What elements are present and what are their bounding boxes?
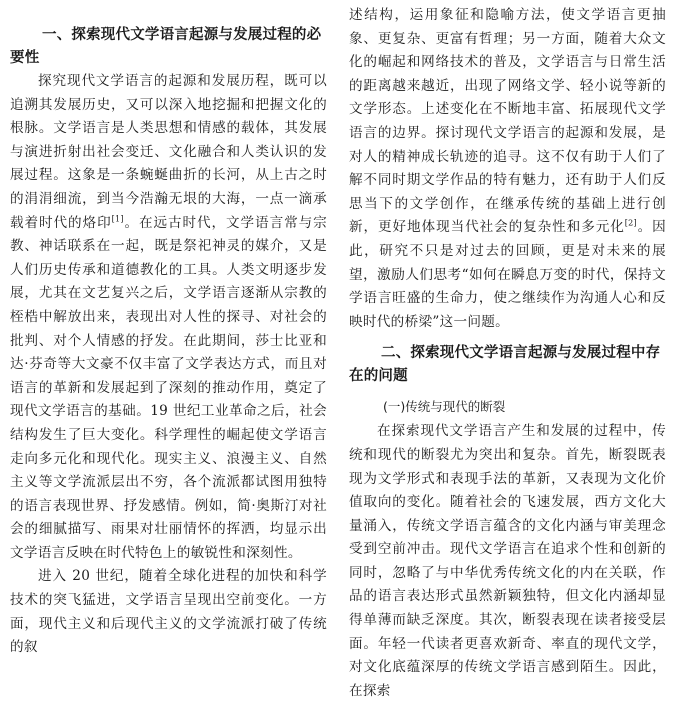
citation-ref[interactable]: [2] xyxy=(624,218,637,228)
citation-ref[interactable]: [1] xyxy=(111,214,124,224)
subsection-heading: (一)传统与现代的断裂 xyxy=(383,399,506,415)
paragraph-text: 。在远古时代，文学语言常与宗教、神话联系在一起，既是祭祀神灵的媒介，又是人们历史传承和道德教化的工具。人类文明逐步发展，尤其在文艺复兴之后，文学语言逐渐从宗教的桎梏中解放出来，表现出对人性的探寻、对社会的批判、对个人情感的抒发。在此期间，莎士比亚和达·芬奇等大文豪不仅丰富了文学表达方式，而且对语言的革新和发展起到了深刻的推动作用，奠定了现代文学语言的基础。19 世纪工业革命之后，社会结构发生了巨大变化。科学理性的崛起使文学语言走向多元化和现代化。现实主义、浪漫主义、自然主义等文学流派层出不穷，各个流派都试图用独特的语言表现世界、抒发感情。例如，简·奥斯汀对社会的细腻描写、雨果对壮丽情怀的挥洒，均显示出文学语言反映在时代特色上的敏锐性和深刻性。 xyxy=(10,214,327,561)
left-column xyxy=(10,4,327,660)
right-column xyxy=(349,4,666,703)
body-paragraph xyxy=(349,4,666,334)
paragraph-text: 。因此，研究不只是对过去的回顾，更是对未来的展望，激励人们思考“如何在瞬息万变的时代，保持文学语言旺盛的生命力，使之继续作为沟通人心和反映时代的桥梁”这一问题。 xyxy=(349,219,666,330)
section-heading-1: 一、探索现代文学语言起源与发展过程的必要性 xyxy=(10,27,322,66)
body-paragraph xyxy=(10,70,327,565)
section-heading-2: 二、探索现代文学语言起源与发展过程中存在的问题 xyxy=(349,345,661,385)
body-paragraph: 在探索现代文学语言产生和发展的过程中，传统和现代的断裂尤为突出和复杂。首先，断裂既表现为文学形式和表现手法的革新，又表现为文化价值取向的变化。随着社会的飞速发展，西方文化大量涌入，传统文学语言蕴含的文化内涵与审美理念受到空前冲击。现代文学语言在追求个性和创新的同时，忽略了与中华优秀传统文化的内在关联，作品的语言表达形式虽然新颖独特，但文化内涵却显得单薄而缺乏深度。其次，断裂表现在读者接受层面。年轻一代读者更喜欢新奇、率直的现代文学，对文化底蕴深厚的传统文学语言感到陌生。因此，在探索 xyxy=(349,423,666,699)
body-paragraph: 进入 20 世纪，随着全球化进程的加快和科学技术的突飞猛进，文学语言呈现出空前变化。一方面，现代主义和后现代主义的文学流派打破了传统的叙 xyxy=(10,568,327,656)
paragraph-text: 探究现代文学语言的起源和发展历程，既可以追溯其发展历史，又可以深入地挖掘和把握文化的根脉。文学语言是人类思想和情感的载体，其发展与演进折射出社会变迁、文化融合和人类认识的发展过程。这象是一条蜿蜒曲折的长河，从上古之时的涓涓细流，到当今浩瀚无垠的大海，一点一滴承载着时代的烙印 xyxy=(10,73,327,231)
paragraph-text: 述结构，运用象征和隐喻方法，使文学语言更抽象、更复杂、更富有哲理；另一方面，随着大众文化的崛起和网络技术的普及，文学语言与日常生活的距离越来越近，出现了网络文学、轻小说等新的文学形态。上述变化在不断地丰富、拓展现代文学语言的边界。探讨现代文学语言的起源和发展，是对人的精神成长轨迹的追寻。这不仅有助于人们了解不同时期文学作品的特有魅力，还有助于人们反思当下的文学创作，在继承传统的基础上进行创新，更好地体现当代社会的复杂性和多元化 xyxy=(349,7,666,236)
